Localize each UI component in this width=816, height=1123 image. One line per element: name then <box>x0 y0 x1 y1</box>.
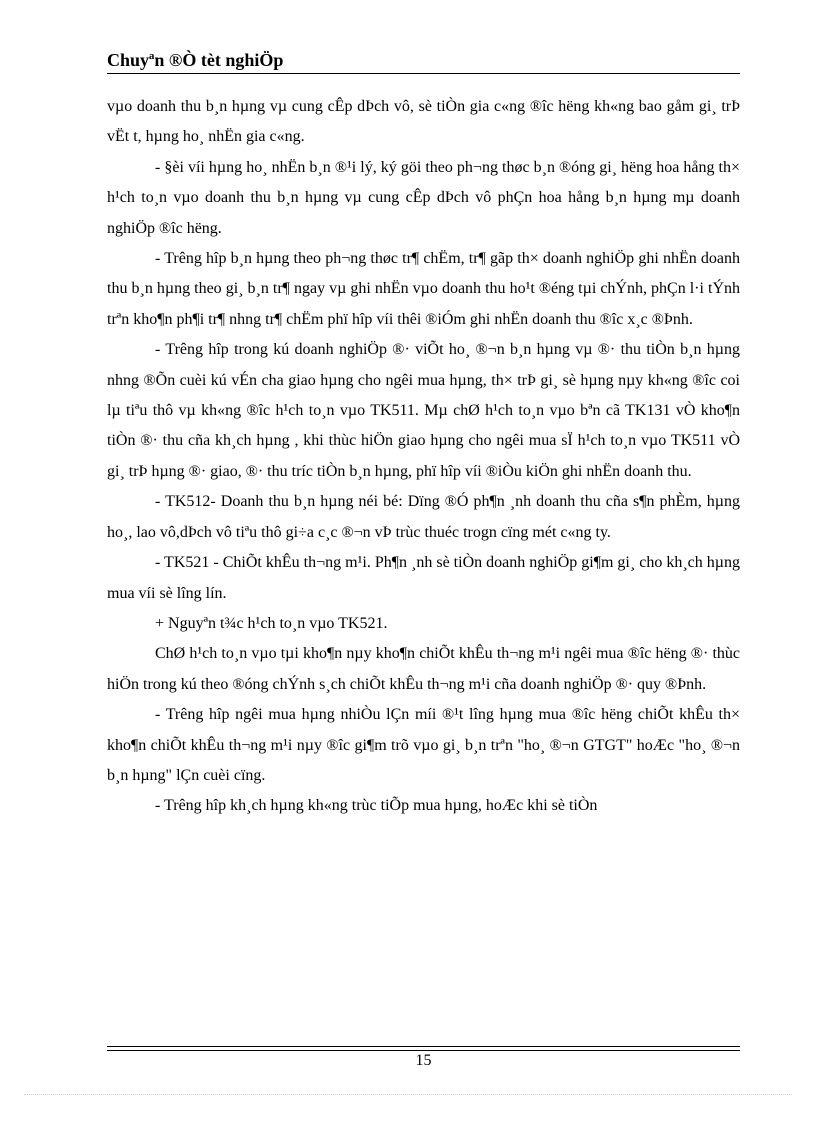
paragraph-4: - Trêng hîp trong kú doanh nghiÖp ®· viÕt ho¸ ®¬n b¸n hµng vµ ®· thu tiÒn b¸n hµng nhng ®Õn cuèi kú vÉn cha giao hµng cho ngêi mua hµng, th× trÞ gi¸ sè hµng nµy kh«ng ®îc coi lµ tiªu thô vµ kh«ng ®îc h¹ch to¸n vµo TK511. Mµ chØ h¹ch to¸n vµo bªn cã TK131 vÒ kho¶n tiÒn ®· thu cña kh¸ch hµng , khi thùc hiÖn giao hµng cho ngêi mua sÏ h¹ch to¸n vµo TK511 vÒ gi¸ trÞ hµng ®· giao, ®· thu tríc tiÒn b¸n hµng, phï hîp víi ®iÒu kiÖn ghi nhËn doanh thu. <box>107 341 740 480</box>
paragraph-3: - Trêng hîp b¸n hµng theo ph¬ng thøc tr¶ chËm, tr¶ gãp th× doanh nghiÖp ghi nhËn doanh thu b¸n hµng theo gi¸ b¸n tr¶ ngay vµ ghi nhËn vµo doanh thu ho¹t ®éng tµi chÝnh, phÇn l·i tÝnh trªn kho¶n ph¶i tr¶ nhng tr¶ chËm phï hîp víi thêi ®iÓm ghi nhËn doanh thu ®îc x¸c ®Þnh. <box>107 250 740 328</box>
document-body <box>107 92 740 822</box>
paragraph-1: vµo doanh thu b¸n hµng vµ cung cÊp dÞch vô, sè tiÒn gia c«ng ®îc hëng kh«ng bao gåm gi¸ trÞ vËt t, hµng ho¸ nhËn gia c«ng. <box>107 98 740 146</box>
footer-divider-top <box>107 1046 740 1047</box>
footer-divider-bottom <box>107 1050 740 1051</box>
paragraph-8: ChØ h¹ch to¸n vµo tµi kho¶n nµy kho¶n chiÕt khÊu th¬ng m¹i ngêi mua ®îc hëng ®· thùc hiÖn trong kú theo ®óng chÝnh s¸ch chiÕt khÊu th¬ng m¹i cña doanh nghiÖp ®· quy ®Þnh. <box>107 645 740 693</box>
page-header <box>107 48 740 76</box>
paragraph-5: - TK512- Doanh thu b¸n hµng néi bé: Dïng ®Ó ph¶n ¸nh doanh thu cña s¶n phÈm, hµng ho¸, lao vô,dÞch vô tiªu thô gi÷a c¸c ®¬n vÞ trùc thuéc trogn cïng mét c«ng ty. <box>107 493 740 541</box>
header-divider <box>107 73 740 74</box>
document-title: Chuyªn ®Ò tèt nghiÖp <box>107 50 284 70</box>
paragraph-2: - §èi víi hµng ho¸ nhËn b¸n ®¹i lý, ký göi theo ph¬ng thøc b¸n ®óng gi¸ hëng hoa hång th× h¹ch to¸n vµo doanh thu b¸n hµng vµ cung cÊp dÞch vô phÇn hoa hång b¸n hµng mµ doanh nghiÖp ®îc hëng. <box>107 158 740 237</box>
paragraph-10: - Trêng hîp kh¸ch hµng kh«ng trùc tiÕp mua hµng, hoÆc khi sè tiÒn <box>155 797 598 815</box>
page-edge-divider <box>24 1094 792 1095</box>
paragraph-6: - TK521 - ChiÕt khÊu th¬ng m¹i. Ph¶n ¸nh sè tiÒn doanh nghiÖp gi¶m gi¸ cho kh¸ch hµng mua víi sè lîng lín. <box>107 554 740 602</box>
paragraph-9: - Trêng hîp ngêi mua hµng nhiÒu lÇn míi ®¹t lîng hµng mua ®îc hëng chiÕt khÊu th× kho¶n chiÕt khÊu th¬ng m¹i nµy ®îc gi¶m trõ vµo gi¸ b¸n trªn "ho¸ ®¬n GTGT" hoÆc "ho¸ ®¬n b¸n hµng" lÇn cuèi cïng. <box>107 706 740 784</box>
page-number: 15 <box>415 1052 432 1069</box>
paragraph-7: + Nguyªn t¾c h¹ch to¸n vµo TK521. <box>155 614 388 632</box>
